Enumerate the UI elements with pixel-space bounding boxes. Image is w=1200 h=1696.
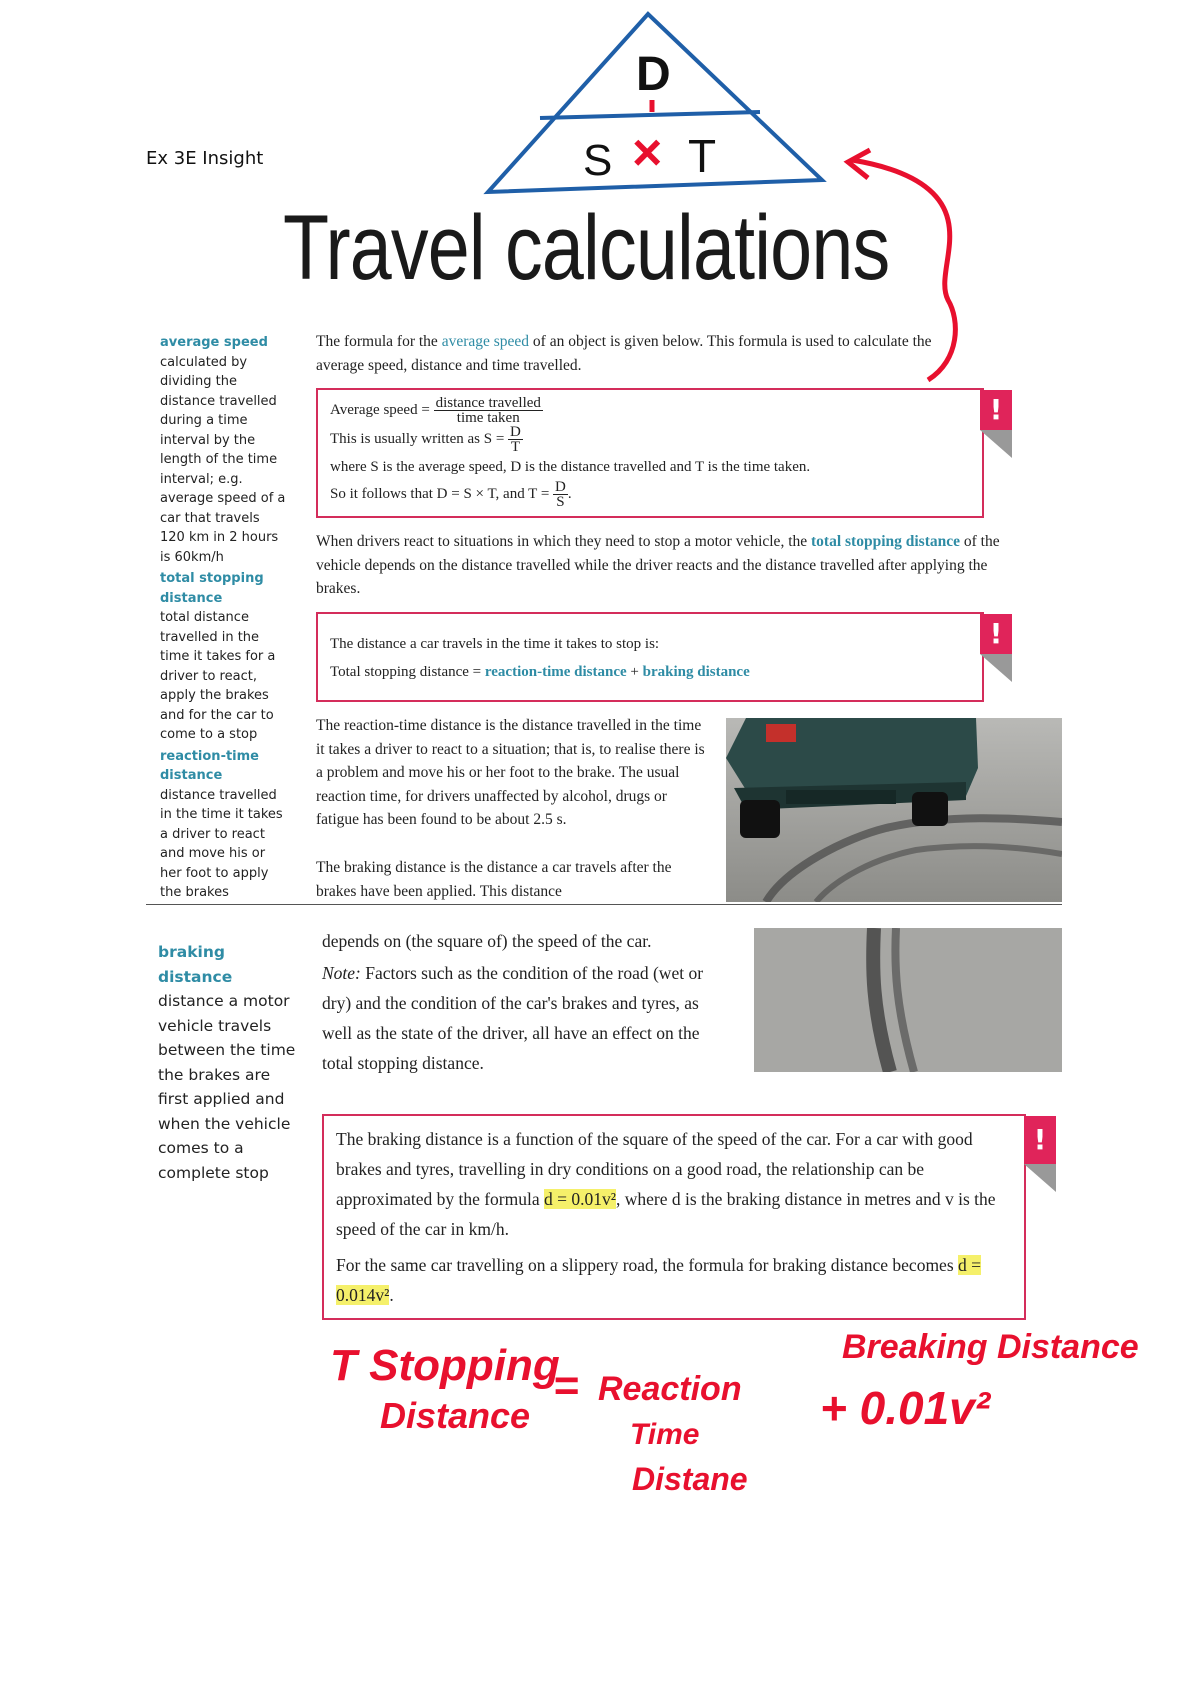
hw-equals: = — [553, 1361, 579, 1410]
numerator: D — [555, 479, 566, 495]
skid-marks-photo — [754, 928, 1062, 1072]
hw-distance: Distance — [380, 1395, 531, 1436]
glossary-bottom — [158, 940, 298, 1185]
stopping-term: total stopping distance — [811, 533, 961, 550]
braking-text: The braking distance is a function of the square of the speed of the car. For a car with good brakes and tyres, travelling in dry conditions on a good road, the relationship can be approximated by the formula — [336, 1129, 973, 1209]
denominator: S — [556, 494, 565, 510]
box2-formula — [330, 658, 970, 686]
alert-icon: ! — [1024, 1116, 1056, 1164]
fraction — [553, 480, 568, 509]
note-text: Factors such as the condition of the road (wet or dry) and the condition of the car's brakes and tyres, as well as the state of the driver, all have an effect on the total stopping distance. — [322, 963, 704, 1073]
braking-term: braking distance — [642, 664, 750, 680]
denominator: T — [510, 439, 521, 455]
stopping-text-end: of the vehicle depends on the distance travelled while the driver reacts and the distance travelled after applying the brakes. — [316, 533, 1000, 597]
slippery-text-end: . — [389, 1285, 394, 1305]
hw-reaction: Reaction — [598, 1370, 742, 1408]
dry-formula: d = 0.01v² — [544, 1189, 616, 1209]
page-fold-icon — [1024, 1164, 1056, 1192]
intro-text: The formula for the — [316, 333, 442, 350]
intro-text-end: of an object is given below. This formula is used to calculate the average speed, distance and time travelled. — [316, 333, 932, 374]
slippery-text: For the same car travelling on a slippery road, the formula for braking distance becomes — [336, 1255, 959, 1275]
formula-text: Total stopping distance = — [330, 664, 485, 680]
note-paragraph — [322, 958, 732, 1078]
formula-box-speed — [316, 388, 984, 518]
hw-breaking-distance: Breaking Distance — [842, 1328, 1139, 1366]
triangle-operator: × — [632, 124, 663, 182]
hw-t-stopping: T Stopping — [330, 1341, 560, 1390]
glossary-term: braking distance — [158, 943, 233, 986]
glossary-definition: total distance travelled in the time it takes for a driver to react, apply the brakes and for the car to come to a stop — [160, 610, 276, 742]
glossary-entry — [160, 747, 288, 903]
denominator: time taken — [456, 410, 520, 426]
hw-distance-2: Distane — [632, 1461, 748, 1497]
intro-term: average speed — [441, 333, 530, 350]
numerator: distance travelled — [435, 395, 541, 411]
page-title: Travel calculations — [283, 197, 890, 299]
formula-line — [330, 396, 970, 425]
glossary-definition: calculated by dividing the distance travelled during a time interval by the length of the time interval; e.g. average speed of a car that travels 120 km in 2 hours is 60km/h — [160, 354, 286, 565]
fraction — [508, 425, 523, 454]
page-fold-icon — [980, 654, 1012, 682]
triangle-top-letter: D — [636, 48, 671, 101]
triangle-left-letter: S — [583, 136, 613, 185]
braking-text-end: , where d is the braking distance in metres and v is the speed of the car in km/h. — [336, 1189, 996, 1239]
hw-braking-formula: + 0.01v² — [820, 1382, 991, 1434]
formula-text: This is usually written as S = — [330, 430, 509, 447]
stopping-paragraph — [316, 530, 1016, 601]
glossary-term: total stopping distance — [160, 571, 264, 606]
glossary-definition: distance travelled in the time it takes a driver to react and move his or her foot to apply the brakes — [160, 787, 283, 900]
exercise-label: Ex 3E Insight — [146, 148, 264, 169]
glossary-definition: distance a motor vehicle travels between the time the brakes are first applied and when the vehicle comes to a complete stop — [158, 992, 296, 1182]
formula-line — [330, 480, 970, 509]
formula-text-end: . — [567, 485, 572, 502]
page-divider — [146, 904, 1062, 905]
car-skid-photo — [726, 718, 1062, 902]
braking-paragraph-end: depends on (the square of) the speed of the car. — [322, 931, 652, 951]
page-fold-icon — [980, 430, 1012, 458]
glossary-term: average speed — [160, 335, 268, 350]
handwritten-notes — [0, 1300, 1200, 1520]
reaction-paragraph: The reaction-time distance is the distance travelled in the time it takes a driver to react to a situation; that is, to realise there is a problem and move his or her foot to the brake. The usual reaction time, for drivers unaffected by alcohol, drugs or fatigue has been found to be about 2.5 s. — [316, 717, 705, 828]
reaction-term: reaction-time distance — [484, 664, 627, 680]
fraction — [434, 396, 543, 425]
alert-icon: ! — [980, 390, 1012, 430]
intro-paragraph — [316, 330, 956, 377]
numerator: D — [510, 424, 521, 440]
glossary-term: reaction-time distance — [160, 748, 259, 783]
note-label: Note: — [322, 963, 361, 983]
box2-line: The distance a car travels in the time it takes to stop is: — [330, 636, 660, 652]
glossary-entry — [160, 569, 288, 745]
triangle-right-letter: T — [688, 130, 717, 182]
formula-line — [330, 425, 970, 454]
braking-formula-paragraph — [336, 1124, 1012, 1244]
formula-box-braking — [322, 1114, 1026, 1320]
glossary-entry — [160, 333, 288, 567]
formula-box-stopping — [316, 612, 984, 702]
glossary-top — [160, 333, 288, 903]
hw-time: Time — [630, 1418, 700, 1451]
plus-sign: + — [626, 664, 643, 680]
alert-icon: ! — [980, 614, 1012, 654]
slippery-formula: d = 0.014v² — [336, 1255, 982, 1305]
formula-text: So it follows that D = S × T, and T = — [330, 485, 554, 502]
stopping-text: When drivers react to situations in which they need to stop a motor vehicle, the — [316, 533, 812, 550]
formula-line: where S is the average speed, D is the distance travelled and T is the time taken. — [330, 459, 811, 475]
braking-paragraph-start: The braking distance is the distance a car travels after the brakes have been applied. This distance — [316, 859, 672, 900]
formula-label: Average speed = — [330, 401, 434, 418]
